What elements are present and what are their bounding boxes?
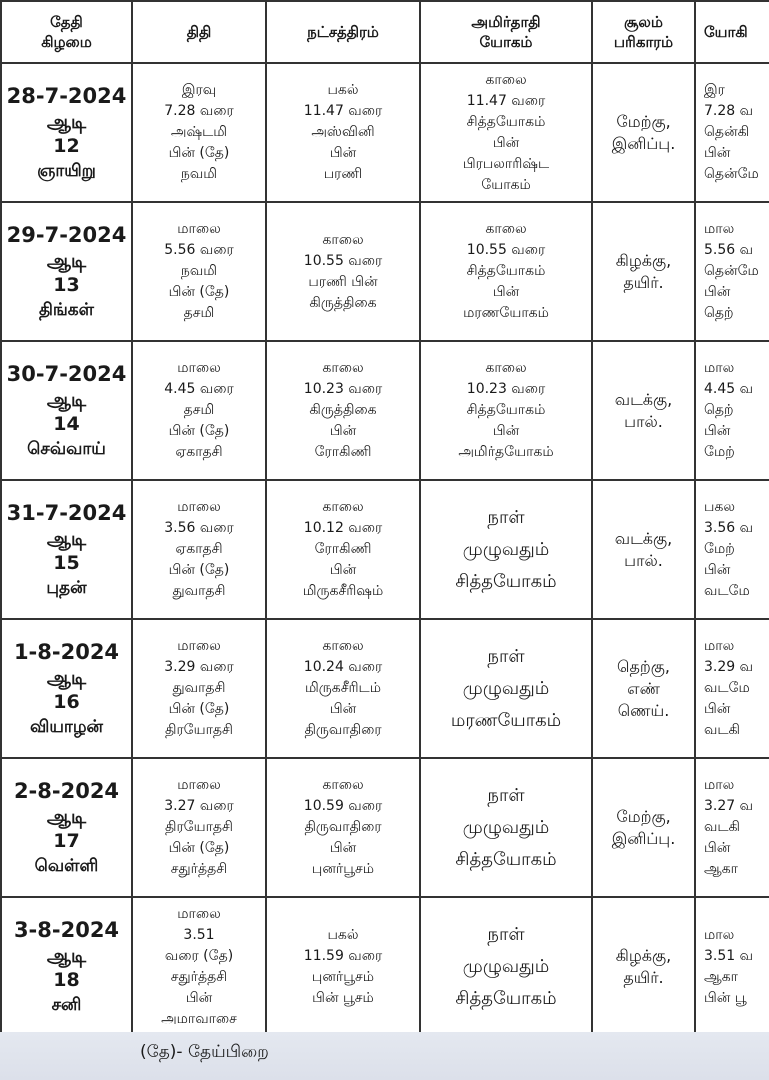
yogam-cell-line: பின் bbox=[704, 145, 731, 161]
thithi-cell-line: 7.28 வரை bbox=[164, 103, 234, 119]
thithi-cell bbox=[132, 63, 266, 202]
yogam-cell-line: மால bbox=[704, 926, 735, 943]
thithi-cell-line: பின் bbox=[185, 989, 213, 1006]
date-cell bbox=[1, 202, 132, 341]
yogam-cell-line: தெற் bbox=[704, 402, 734, 418]
thithi-cell-line: ஏகாதசி bbox=[175, 444, 223, 460]
amirtha-yogam-cell-line: காலை bbox=[485, 360, 527, 376]
yogam-cell-line: பகல bbox=[704, 499, 735, 515]
amirtha-yogam-cell-line: நாள் bbox=[487, 506, 525, 528]
yogam-cell-line: 5.56 வ bbox=[704, 242, 754, 258]
amirtha-yogam-cell-line: சித்தயோகம் bbox=[455, 570, 557, 592]
star-cell-line: பின் பூசம் bbox=[312, 989, 374, 1006]
thithi-cell-line: பின் (தே) bbox=[168, 423, 230, 439]
yogam-cell-line: பின் bbox=[704, 284, 731, 300]
table-row bbox=[1, 619, 769, 758]
thithi-cell-line: 3.51 bbox=[183, 926, 215, 943]
thithi-cell-line: பின் (தே) bbox=[168, 145, 230, 161]
tamil-day-number: 13 bbox=[53, 273, 80, 296]
soolam-cell-line: மேற்கு, bbox=[616, 806, 671, 826]
amirtha-yogam-cell-line: காலை bbox=[485, 71, 527, 88]
yogam-cell-line: பின் bbox=[704, 562, 731, 578]
yogam-cell-line: 4.45 வ bbox=[704, 381, 754, 397]
month-text: ஆடி bbox=[46, 666, 87, 689]
soolam-cell bbox=[592, 341, 695, 480]
tamil-day-number: 18 bbox=[53, 968, 80, 991]
amirtha-yogam-cell bbox=[420, 897, 592, 1036]
yogam-cell-line: இர bbox=[704, 82, 725, 98]
thithi-cell-line: மாலை bbox=[177, 638, 221, 654]
date-text: 28-7-2024 bbox=[6, 83, 127, 108]
date-text: 2-8-2024 bbox=[13, 778, 120, 803]
star-cell-line: காலை bbox=[322, 777, 364, 793]
thithi-cell-line: பின் (தே) bbox=[168, 284, 230, 300]
yogam-cell-line: மால bbox=[704, 360, 735, 376]
tamil-day-number: 16 bbox=[53, 690, 80, 713]
thithi-cell-line: தசமி bbox=[183, 402, 215, 418]
star-cell-line: பின் bbox=[329, 562, 357, 578]
date-text: 1-8-2024 bbox=[13, 639, 120, 664]
soolam-cell-line: மேற்கு, bbox=[616, 111, 671, 131]
weekday-text: வியாழன் bbox=[30, 716, 103, 737]
star-cell bbox=[266, 341, 420, 480]
thithi-cell-line: சதுர்த்தசி bbox=[170, 861, 228, 877]
star-cell-line: பின் bbox=[329, 701, 357, 717]
amirtha-yogam-cell-line: முழுவதும் bbox=[462, 677, 550, 699]
header-yogam: யோகி bbox=[695, 1, 769, 63]
soolam-cell-line: தயிர். bbox=[623, 272, 664, 292]
tamil-day-number: 12 bbox=[53, 134, 80, 157]
thithi-cell-line: மாலை bbox=[177, 360, 221, 376]
star-cell-line: 10.23 வரை bbox=[303, 381, 383, 397]
date-cell bbox=[1, 63, 132, 202]
yogam-cell-line: ஆகா bbox=[704, 968, 738, 985]
table-row bbox=[1, 897, 769, 1036]
month-text: ஆடி bbox=[46, 110, 87, 133]
month-text: ஆடி bbox=[46, 805, 87, 828]
yogam-cell-line: வடகி bbox=[704, 819, 741, 835]
amirtha-yogam-cell-line: பின் bbox=[492, 423, 520, 439]
star-cell-line: 10.24 வரை bbox=[303, 659, 383, 675]
star-cell bbox=[266, 619, 420, 758]
amirtha-yogam-cell bbox=[420, 619, 592, 758]
header-amirtha-yogam: அமிர்தாதி யோகம் bbox=[420, 1, 592, 63]
soolam-cell-line: எண் bbox=[627, 678, 660, 698]
amirtha-yogam-cell bbox=[420, 480, 592, 619]
thithi-cell-line: துவாதசி bbox=[172, 583, 226, 599]
thithi-cell-line: நவமி bbox=[180, 263, 218, 279]
amirtha-yogam-cell-line: யோகம் bbox=[481, 176, 531, 193]
thithi-cell-line: 3.27 வரை bbox=[164, 798, 234, 814]
soolam-cell bbox=[592, 202, 695, 341]
star-cell-line: திருவாதிரை bbox=[304, 819, 382, 835]
thithi-cell-line: அமாவாசை bbox=[161, 1010, 237, 1027]
thithi-cell bbox=[132, 758, 266, 897]
tamil-day-number: 14 bbox=[53, 412, 80, 435]
star-cell-line: காலை bbox=[322, 638, 364, 654]
amirtha-yogam-cell bbox=[420, 341, 592, 480]
amirtha-yogam-cell-line: சித்தயோகம் bbox=[466, 113, 546, 130]
amirtha-yogam-cell-line: பின் bbox=[492, 134, 520, 151]
date-cell bbox=[1, 758, 132, 897]
thithi-cell bbox=[132, 341, 266, 480]
soolam-cell-line: பால். bbox=[624, 411, 663, 431]
yogam-cell-line: பின் bbox=[704, 701, 731, 717]
footnote: (தே)- தேய்பிறை bbox=[140, 1042, 269, 1062]
amirtha-yogam-cell-line: சித்தயோகம் bbox=[466, 402, 546, 418]
yogam-cell-line: தென்மே bbox=[704, 166, 759, 182]
yogam-cell bbox=[695, 758, 769, 897]
thithi-cell bbox=[132, 202, 266, 341]
thithi-cell-line: தசமி bbox=[183, 305, 215, 321]
soolam-cell-line: கிழக்கு, bbox=[615, 945, 672, 965]
star-cell-line: பின் bbox=[329, 840, 357, 856]
header-star: நட்சத்திரம் bbox=[266, 1, 420, 63]
yogam-cell bbox=[695, 202, 769, 341]
thithi-cell-line: அஷ்டமி bbox=[170, 124, 228, 140]
amirtha-yogam-cell-line: 10.55 வரை bbox=[466, 242, 546, 258]
weekday-text: வெள்ளி bbox=[34, 855, 99, 876]
star-cell-line: ரோகிணி bbox=[314, 541, 372, 557]
thithi-cell-line: மாலை bbox=[177, 777, 221, 793]
yogam-cell-line: தெற் bbox=[704, 305, 734, 321]
amirtha-yogam-cell-line: சித்தயோகம் bbox=[466, 263, 546, 279]
date-cell bbox=[1, 619, 132, 758]
star-cell bbox=[266, 758, 420, 897]
soolam-cell bbox=[592, 63, 695, 202]
amirtha-yogam-cell-line: நாள் bbox=[487, 923, 525, 945]
month-text: ஆடி bbox=[46, 527, 87, 550]
star-cell bbox=[266, 63, 420, 202]
yogam-cell bbox=[695, 619, 769, 758]
thithi-cell-line: 5.56 வரை bbox=[164, 242, 234, 258]
star-cell-line: பகல் bbox=[327, 82, 359, 98]
date-text: 31-7-2024 bbox=[6, 500, 127, 525]
soolam-cell bbox=[592, 758, 695, 897]
star-cell-line: அஸ்வினி bbox=[311, 124, 375, 140]
star-cell-line: காலை bbox=[322, 360, 364, 376]
yogam-cell bbox=[695, 480, 769, 619]
thithi-cell-line: சதுர்த்தசி bbox=[170, 968, 228, 985]
amirtha-yogam-cell-line: 11.47 வரை bbox=[466, 92, 546, 109]
star-cell-line: மிருகசீரிடம் bbox=[305, 680, 381, 696]
weekday-text: செவ்வாய் bbox=[27, 438, 106, 459]
tamil-day-number: 15 bbox=[53, 551, 80, 574]
yogam-cell-line: வடமே bbox=[704, 680, 750, 696]
yogam-cell bbox=[695, 63, 769, 202]
table-row bbox=[1, 63, 769, 202]
weekday-text: புதன் bbox=[46, 577, 87, 598]
thithi-cell-line: திரயோதசி bbox=[164, 819, 234, 835]
amirtha-yogam-cell-line: முழுவதும் bbox=[462, 955, 550, 977]
yogam-cell-line: பின் பூ bbox=[704, 989, 747, 1006]
thithi-cell-line: மாலை bbox=[177, 221, 221, 237]
date-text: 30-7-2024 bbox=[6, 361, 127, 386]
table-row bbox=[1, 758, 769, 897]
footer-strip bbox=[0, 1032, 769, 1080]
amirtha-yogam-cell-line: மரணயோகம் bbox=[450, 709, 562, 731]
thithi-cell-line: இரவு bbox=[181, 82, 217, 98]
star-cell-line: 10.12 வரை bbox=[303, 520, 383, 536]
weekday-text: திங்கள் bbox=[38, 299, 95, 320]
star-cell-line: பகல் bbox=[327, 926, 359, 943]
month-text: ஆடி bbox=[46, 249, 87, 272]
star-cell-line: பின் bbox=[329, 145, 357, 161]
date-cell bbox=[1, 480, 132, 619]
date-cell bbox=[1, 341, 132, 480]
star-cell-line: காலை bbox=[322, 231, 364, 248]
thithi-cell bbox=[132, 897, 266, 1036]
yogam-cell-line: பின் bbox=[704, 423, 731, 439]
star-cell-line: பரணி பின் bbox=[308, 273, 378, 290]
yogam-cell bbox=[695, 897, 769, 1036]
star-cell-line: கிருத்திகை bbox=[309, 294, 377, 311]
amirtha-yogam-cell-line: சித்தயோகம் bbox=[455, 987, 557, 1009]
thithi-cell bbox=[132, 480, 266, 619]
month-text: ஆடி bbox=[46, 944, 87, 967]
table-row bbox=[1, 341, 769, 480]
star-cell-line: புனர்பூசம் bbox=[311, 968, 375, 985]
soolam-cell-line: வடக்கு, bbox=[614, 389, 673, 409]
soolam-cell-line: வடக்கு, bbox=[614, 528, 673, 548]
thithi-cell-line: மாலை bbox=[177, 905, 221, 922]
header-thithi: திதி bbox=[132, 1, 266, 63]
amirtha-yogam-cell-line: நாள் bbox=[487, 645, 525, 667]
yogam-cell-line: 7.28 வ bbox=[704, 103, 754, 119]
amirtha-yogam-cell-line: பிரபலாரிஷ்ட bbox=[462, 155, 550, 172]
soolam-cell-line: இனிப்பு. bbox=[611, 133, 676, 153]
soolam-cell-line: ணெய். bbox=[617, 700, 670, 720]
amirtha-yogam-cell-line: சித்தயோகம் bbox=[455, 848, 557, 870]
header-date: தேதி கிழமை bbox=[1, 1, 132, 63]
amirtha-yogam-cell-line: 10.23 வரை bbox=[466, 381, 546, 397]
amirtha-yogam-cell bbox=[420, 202, 592, 341]
yogam-cell-line: தென்மே bbox=[704, 263, 759, 279]
yogam-cell-line: வடகி bbox=[704, 722, 741, 738]
weekday-text: ஞாயிறு bbox=[37, 160, 96, 181]
soolam-cell-line: பால். bbox=[624, 550, 663, 570]
yogam-cell-line: மால bbox=[704, 221, 735, 237]
date-cell bbox=[1, 897, 132, 1036]
yogam-cell-line: வடமே bbox=[704, 583, 750, 599]
soolam-cell bbox=[592, 897, 695, 1036]
thithi-cell-line: மாலை bbox=[177, 499, 221, 515]
star-cell-line: 10.59 வரை bbox=[303, 798, 383, 814]
thithi-cell-line: பின் (தே) bbox=[168, 562, 230, 578]
yogam-cell-line: தென்கி bbox=[704, 124, 750, 140]
thithi-cell-line: ஏகாதசி bbox=[175, 541, 223, 557]
star-cell-line: மிருகசீரிஷம் bbox=[302, 583, 384, 599]
star-cell-line: 10.55 வரை bbox=[303, 252, 383, 269]
amirtha-yogam-cell-line: முழுவதும் bbox=[462, 538, 550, 560]
star-cell-line: 11.59 வரை bbox=[303, 947, 383, 964]
star-cell-line: திருவாதிரை bbox=[304, 722, 382, 738]
thithi-cell-line: 4.45 வரை bbox=[164, 381, 234, 397]
star-cell-line: பின் bbox=[329, 423, 357, 439]
soolam-cell bbox=[592, 619, 695, 758]
star-cell-line: புனர்பூசம் bbox=[311, 861, 375, 877]
star-cell bbox=[266, 480, 420, 619]
yogam-cell-line: மேற் bbox=[704, 444, 735, 460]
star-cell bbox=[266, 202, 420, 341]
yogam-cell-line: மேற் bbox=[704, 541, 735, 557]
yogam-cell-line: 3.56 வ bbox=[704, 520, 754, 536]
amirtha-yogam-cell-line: பின் bbox=[492, 284, 520, 300]
yogam-cell-line: 3.29 வ bbox=[704, 659, 754, 675]
star-cell-line: காலை bbox=[322, 499, 364, 515]
amirtha-yogam-cell bbox=[420, 758, 592, 897]
yogam-cell-line: 3.27 வ bbox=[704, 798, 754, 814]
header-row bbox=[1, 1, 769, 63]
soolam-cell-line: தெற்கு, bbox=[617, 656, 670, 676]
soolam-cell-line: இனிப்பு. bbox=[611, 828, 676, 848]
thithi-cell-line: நவமி bbox=[180, 166, 218, 182]
star-cell-line: 11.47 வரை bbox=[303, 103, 383, 119]
yogam-cell-line: ஆகா bbox=[704, 861, 738, 877]
thithi-cell-line: பின் (தே) bbox=[168, 840, 230, 856]
thithi-cell-line: வரை (தே) bbox=[164, 947, 234, 964]
date-text: 3-8-2024 bbox=[13, 917, 120, 942]
table-row bbox=[1, 480, 769, 619]
soolam-cell-line: கிழக்கு, bbox=[615, 250, 672, 270]
soolam-cell-line: தயிர். bbox=[623, 967, 664, 987]
thithi-cell-line: திரயோதசி bbox=[164, 722, 234, 738]
star-cell-line: ரோகிணி bbox=[314, 444, 372, 460]
thithi-cell-line: 3.29 வரை bbox=[164, 659, 234, 675]
month-text: ஆடி bbox=[46, 388, 87, 411]
yogam-cell bbox=[695, 341, 769, 480]
soolam-cell bbox=[592, 480, 695, 619]
amirtha-yogam-cell-line: காலை bbox=[485, 221, 527, 237]
thithi-cell-line: 3.56 வரை bbox=[164, 520, 234, 536]
amirtha-yogam-cell-line: மரணயோகம் bbox=[463, 305, 549, 321]
yogam-cell-line: மால bbox=[704, 777, 735, 793]
amirtha-yogam-cell-line: நாள் bbox=[487, 784, 525, 806]
thithi-cell-line: துவாதசி bbox=[172, 680, 226, 696]
star-cell-line: கிருத்திகை bbox=[309, 402, 377, 418]
thithi-cell bbox=[132, 619, 266, 758]
header-soolam: சூலம் பரிகாரம் bbox=[592, 1, 695, 63]
amirtha-yogam-cell-line: முழுவதும் bbox=[462, 816, 550, 838]
amirtha-yogam-cell-line: அமிர்தயோகம் bbox=[458, 444, 554, 460]
date-text: 29-7-2024 bbox=[6, 222, 127, 247]
table-row bbox=[1, 202, 769, 341]
tamil-day-number: 17 bbox=[53, 829, 80, 852]
thithi-cell-line: பின் (தே) bbox=[168, 701, 230, 717]
weekday-text: சனி bbox=[51, 994, 82, 1015]
yogam-cell-line: மால bbox=[704, 638, 735, 654]
star-cell-line: பரணி bbox=[323, 166, 363, 182]
star-cell bbox=[266, 897, 420, 1036]
table-body bbox=[1, 63, 769, 1036]
amirtha-yogam-cell bbox=[420, 63, 592, 202]
yogam-cell-line: பின் bbox=[704, 840, 731, 856]
yogam-cell-line: 3.51 வ bbox=[704, 947, 754, 964]
